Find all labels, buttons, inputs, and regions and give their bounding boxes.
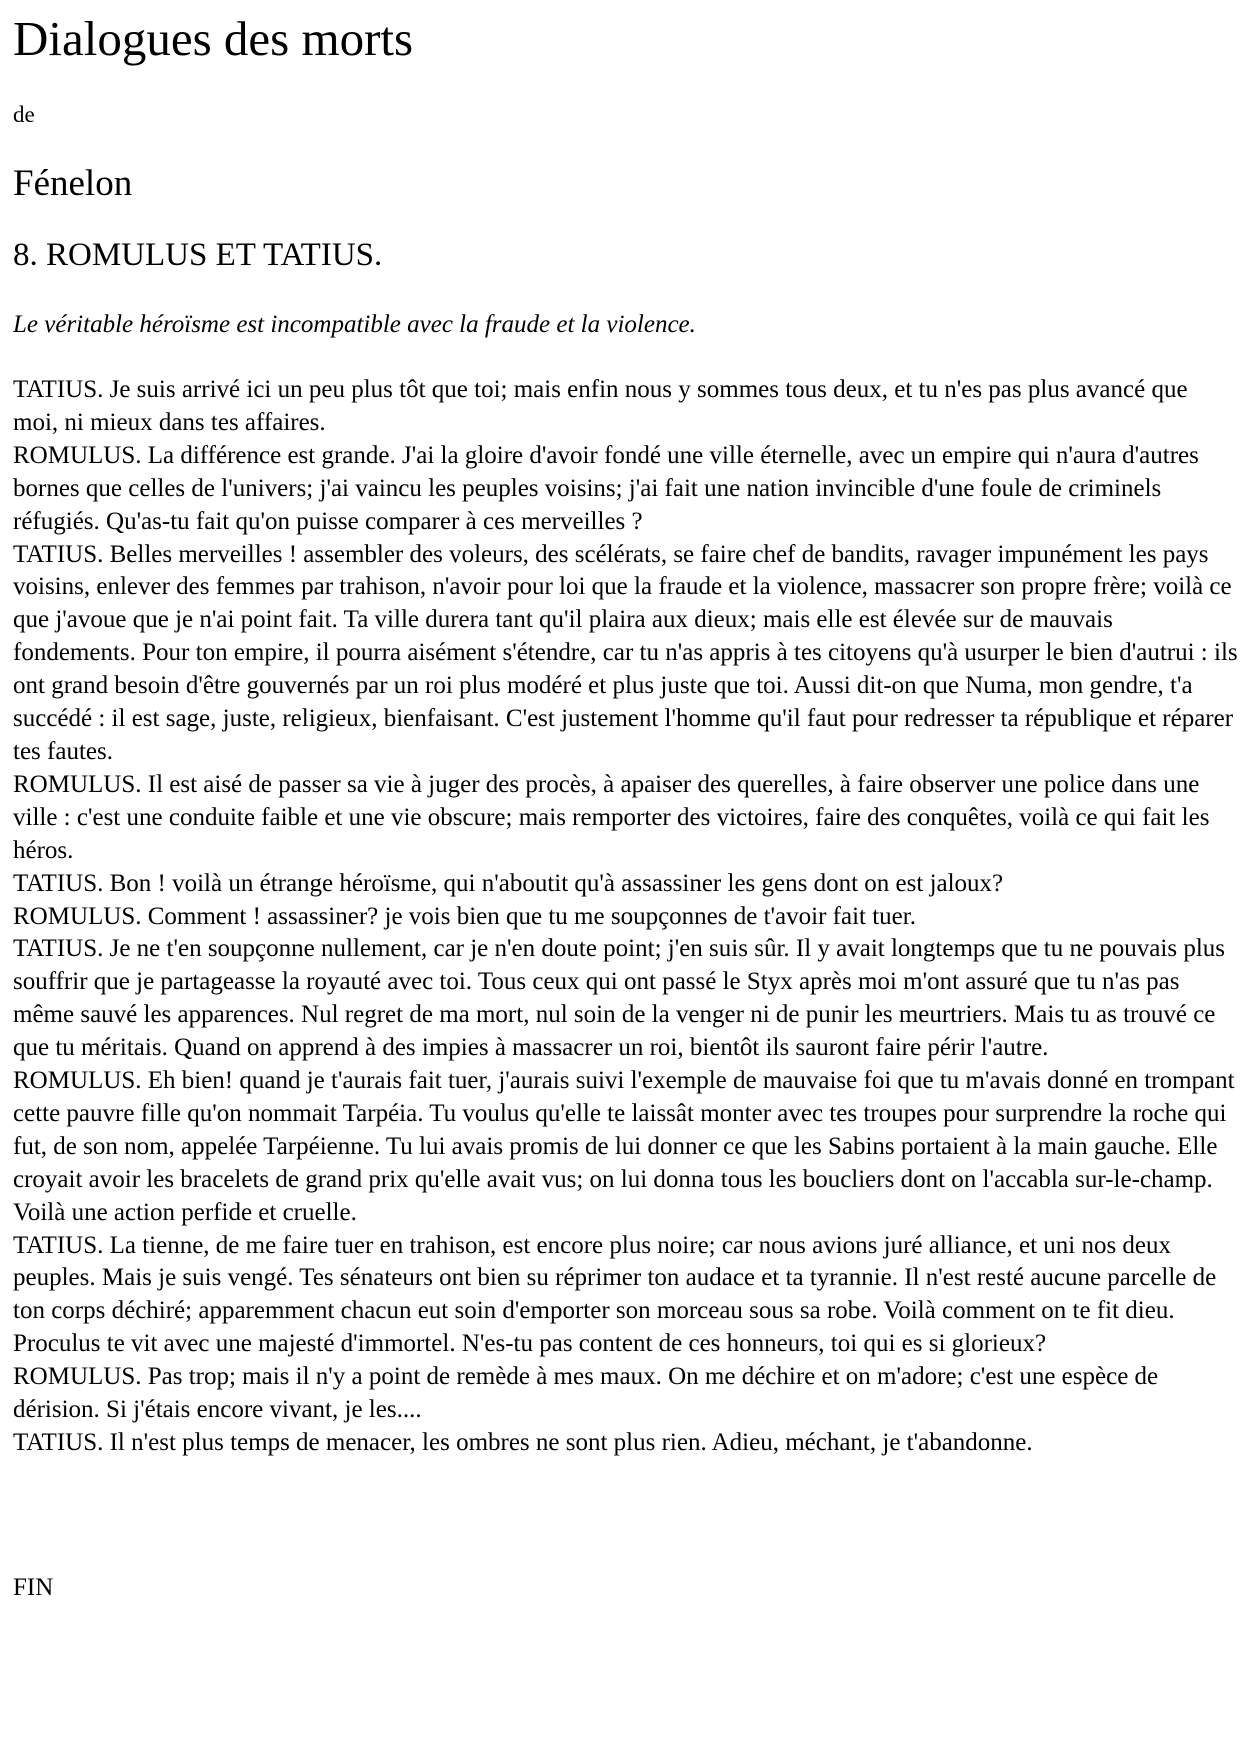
author-name: Fénelon	[13, 163, 133, 204]
dialogue-line: ROMULUS. Comment ! assassiner? je vois bien que tu me soupçonnes de t'avoir fait tuer.	[13, 902, 916, 930]
chapter-title: 8. ROMULUS ET TATIUS.	[13, 237, 383, 273]
epigraph: Le véritable héroïsme est incompatible avec la fraude et la violence.	[13, 311, 696, 338]
dialogue-line: TATIUS. Bon ! voilà un étrange héroïsme, qui n'aboutit qu'à assassiner les gens dont on est jaloux?	[13, 869, 1004, 897]
by-line: de	[13, 102, 35, 127]
dialogue-line: TATIUS. La tienne, de me faire tuer en trahison, est encore plus noire; car nous avions juré alliance, et uni nos deux peuples. Mais je suis vengé. Tes sénateurs ont bien su réprimer ton audace et ta tyrannie. Il n'est resté aucune parcelle de ton corps déchiré; apparemment chacun eut soin d'emporter son morceau sous sa robe. Voilà comment on te fit dieu. Proculus te vit avec une majesté d'immortel. N'es-tu pas content de ces honneurs, toi qui es si glorieux?	[13, 1231, 1217, 1358]
dialogue-line: TATIUS. Il n'est plus temps de menacer, les ombres ne sont plus rien. Adieu, méchant, je t'abandonne.	[13, 1429, 1033, 1456]
end-marker: FIN	[13, 1574, 54, 1601]
dialogue-line: ROMULUS. Pas trop; mais il n'y a point de remède à mes maux. On me déchire et on m'adore; c'est une espèce de dérision. Si j'étais encore vivant, je les....	[13, 1363, 1159, 1424]
book-title: Dialogues des morts	[13, 11, 414, 66]
dialogue-line: ROMULUS. La différence est grande. J'ai la gloire d'avoir fondé une ville éternelle, avec un empire qui n'aura d'autres bornes que celles de l'univers; j'ai vaincu les peuples voisins; j'ai fait une nation invincible d'une foule de criminels réfugiés. Qu'as-tu fait qu'on puisse comparer à ces merveilles ?	[13, 441, 1199, 535]
dialogue-line: TATIUS. Belles merveilles ! assembler des voleurs, des scélérats, se faire chef de bandits, ravager impunément les pays voisins, enlever des femmes par trahison, n'avoir pour loi que la fraude et la violence, massacrer son propre frère; voilà ce que j'avoue que je n'ai point fait. Ta ville durera tant qu'il plaira aux dieux; mais elle est élevée sur de mauvais fondements. Pour ton empire, il pourra aisément s'étendre, car tu n'as appris à tes citoyens qu'à usurper le bien d'autrui : ils ont grand besoin d'être gouvernés par un roi plus modéré et plus juste que toi. Aussi dit-on que Numa, mon gendre, t'a succédé : il est sage, juste, religieux, bienfaisant. C'est justement l'homme qu'il faut pour redresser ta république et réparer tes fautes.	[13, 540, 1238, 765]
dialogue-text	[13, 374, 1238, 1460]
dialogue-line: TATIUS. Je suis arrivé ici un peu plus tôt que toi; mais enfin nous y sommes tous deux, et tu n'es pas plus avancé que moi, ni mieux dans tes affaires.	[13, 376, 1188, 436]
dialogue-line: ROMULUS. Il est aisé de passer sa vie à juger des procès, à apaiser des querelles, à faire observer une police dans une ville : c'est une conduite faible et une vie obscure; mais remporter des victoires, faire des conquêtes, voilà ce qui fait les héros.	[13, 770, 1210, 864]
dialogue-line: TATIUS. Je ne t'en soupçonne nullement, car je n'en doute point; j'en suis sûr. Il y avait longtemps que tu ne pouvais plus souffrir que je partageasse la royauté avec toi. Tous ceux qui ont passé le Styx après moi m'ont assuré que tu n'as pas même sauvé les apparences. Nul regret de ma mort, nul soin de la venger ni de punir les meurtriers. Mais tu as trouvé ce que tu méritais. Quand on apprend à des impies à massacrer un roi, bientôt ils sauront faire périr l'autre.	[13, 935, 1225, 1062]
dialogue-line: ROMULUS. Eh bien! quand je t'aurais fait tuer, j'aurais suivi l'exemple de mauvaise foi que tu m'avais donné en trompant cette pauvre fille qu'on nommait Tarpéia. Tu voulus qu'elle te laissât monter avec tes troupes pour surprendre la roche qui fut, de son nom, appelée Tarpéienne. Tu lui avais promis de lui donner ce que les Sabins portaient à la main gauche. Elle croyait avoir les bracelets de grand prix qu'elle avait vus; on lui donna tous les boucliers dont on l'accabla sur-le-champ. Voilà une action perfide et cruelle.	[13, 1067, 1235, 1226]
